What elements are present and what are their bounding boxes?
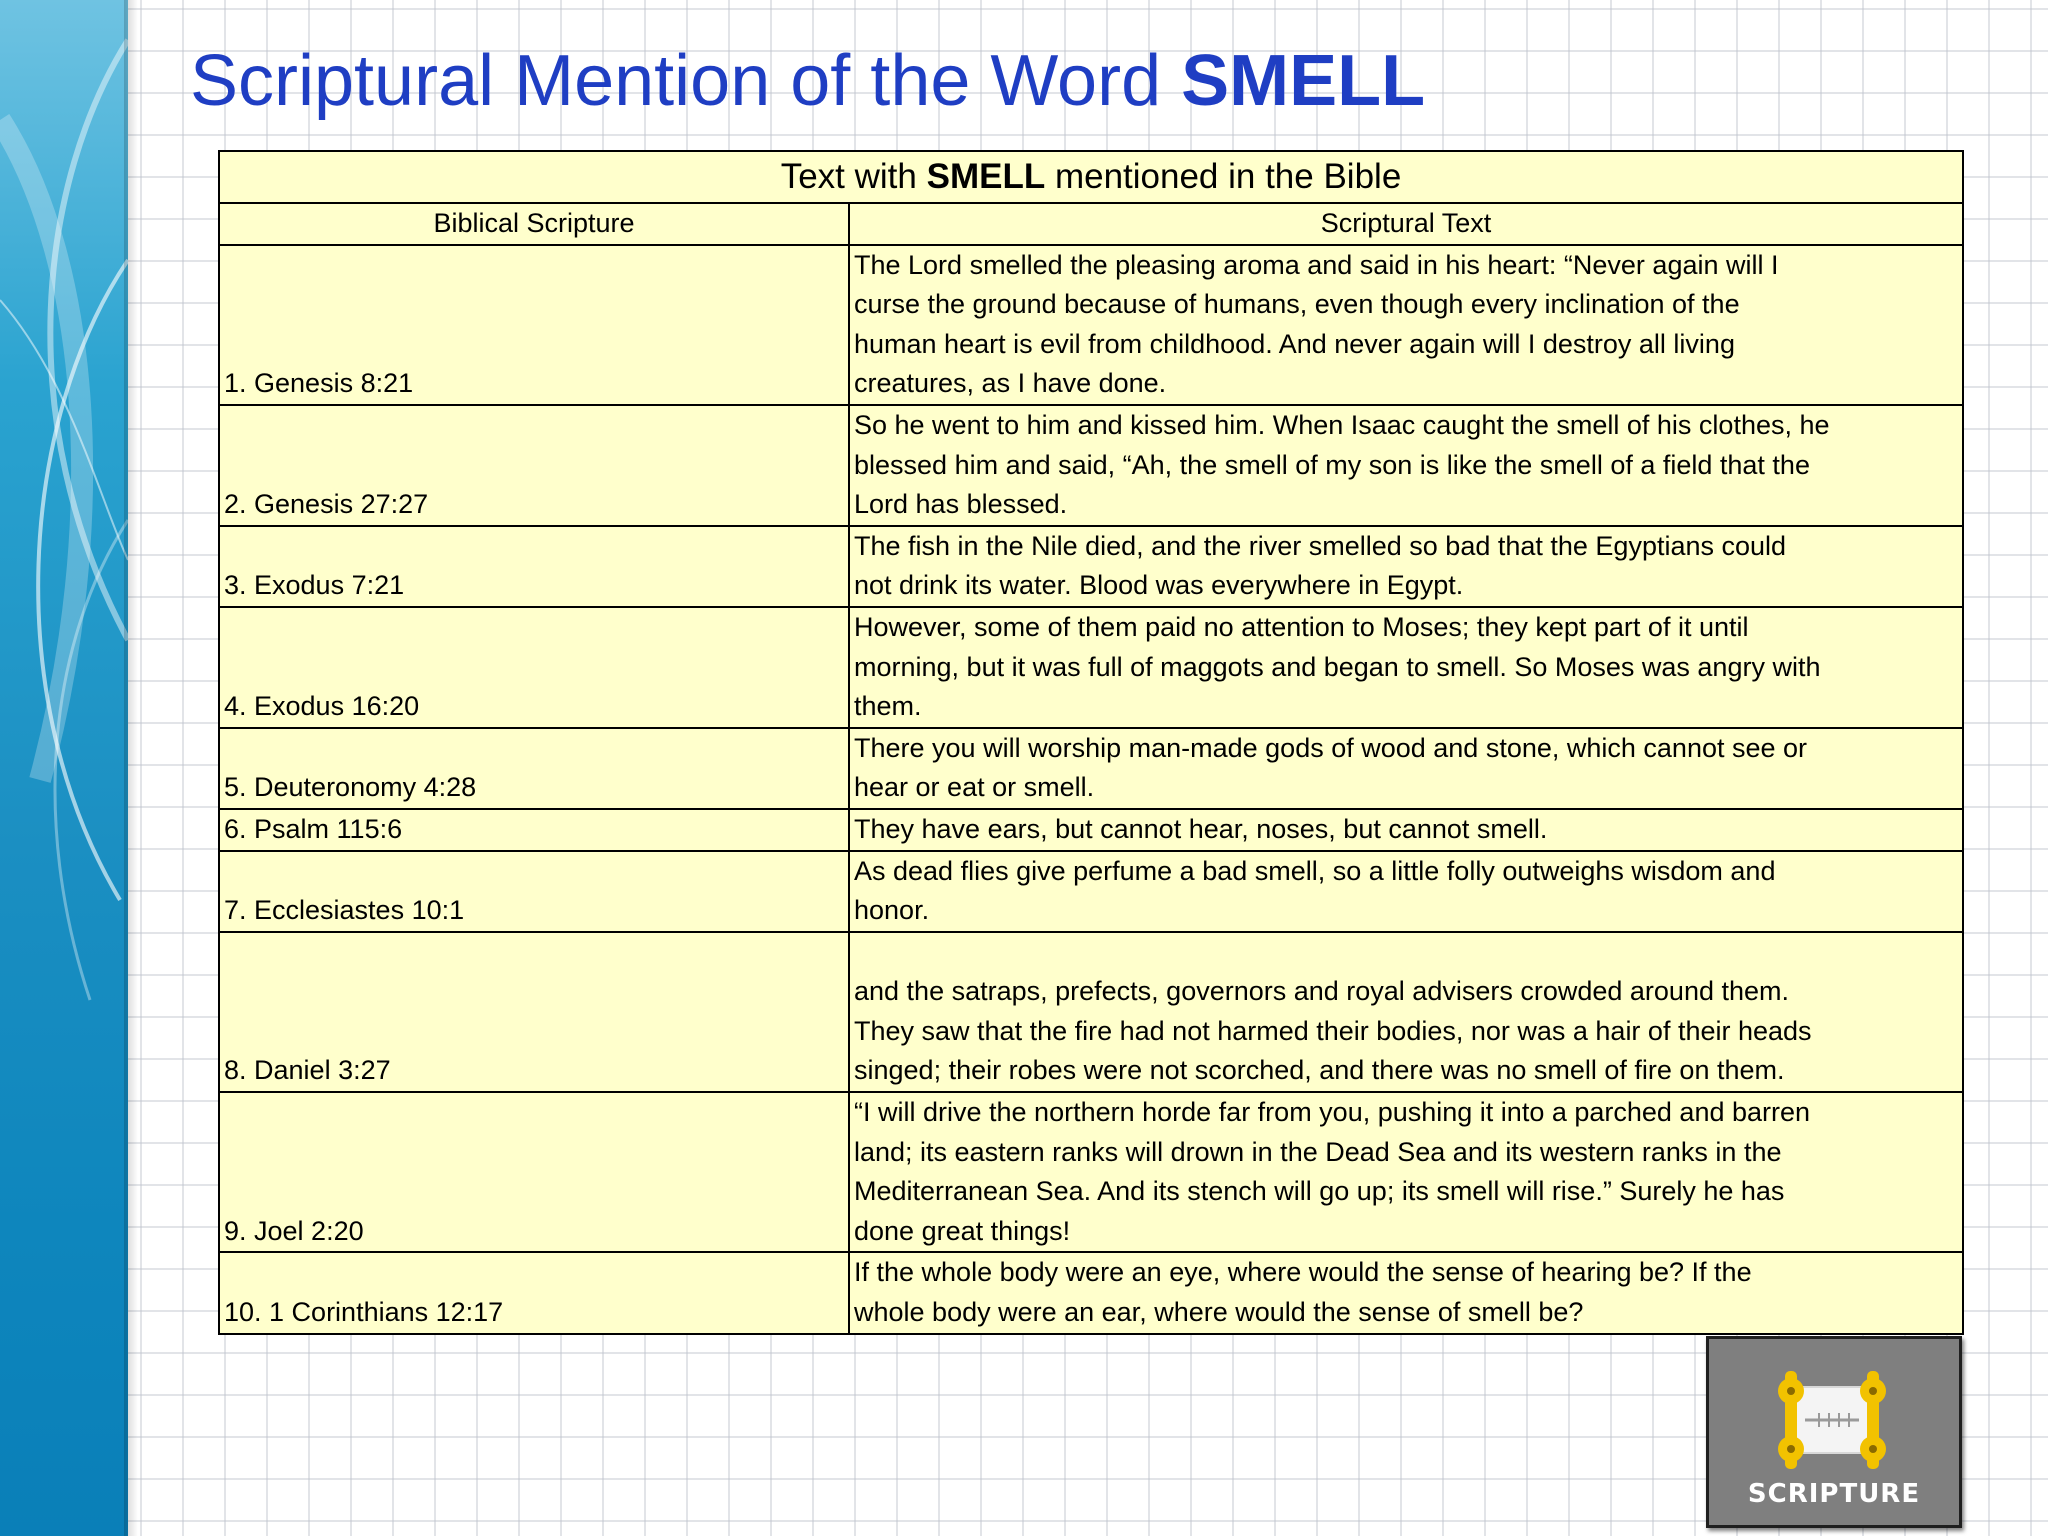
scripture-reference: 5. Deuteronomy 4:28 <box>219 728 849 809</box>
scripture-text-line: “I will drive the northern horde far from you, pushing it into a parched and barren <box>854 1097 1811 1128</box>
badge-label: SCRIPTURE <box>1747 1479 1921 1509</box>
scripture-text <box>849 728 1963 809</box>
decorative-side-band <box>0 0 128 1536</box>
scripture-text-line: The fish in the Nile died, and the river smelled so bad that the Egyptians could <box>854 530 1787 561</box>
scripture-text-line: As dead flies give perfume a bad smell, so a little folly outweighs wisdom and <box>854 855 1776 886</box>
scripture-text-line: So he went to him and kissed him. When Isaac caught the smell of his clothes, he <box>854 409 1830 440</box>
table-row <box>219 851 1963 932</box>
table-caption <box>219 151 1963 203</box>
table-row <box>219 1252 1963 1333</box>
table-row <box>219 1092 1963 1252</box>
scripture-text <box>849 405 1963 526</box>
scripture-text-line: morning, but it was full of maggots and began to smell. So Moses was angry with <box>854 651 1821 682</box>
scripture-text <box>849 809 1963 851</box>
scripture-text <box>849 526 1963 607</box>
swoosh-decoration <box>0 0 128 1536</box>
scripture-text-line: They saw that the fire had not harmed their bodies, nor was a hair of their heads <box>854 1015 1812 1046</box>
slide-title <box>190 36 1425 126</box>
title-text: Scriptural Mention of the Word <box>190 41 1182 121</box>
caption-before: Text with <box>780 157 927 196</box>
scripture-text-line: If the whole body were an eye, where would the sense of hearing be? If the <box>854 1257 1752 1288</box>
scripture-text-line: There you will worship man-made gods of wood and stone, which cannot see or <box>854 732 1808 763</box>
scripture-reference: 1. Genesis 8:21 <box>219 245 849 405</box>
table-row <box>219 526 1963 607</box>
scripture-text-line: singed; their robes were not scorched, and there was no smell of fire on them. <box>854 1055 1785 1086</box>
scripture-text-line: creatures, as I have done. <box>854 368 1167 399</box>
scripture-text-line: curse the ground because of humans, even though every inclination of the <box>854 289 1740 320</box>
scripture-text <box>849 245 1963 405</box>
table-row <box>219 245 1963 405</box>
caption-bold: SMELL <box>926 157 1046 196</box>
scripture-text-line: The Lord smelled the pleasing aroma and said in his heart: “Never again will I <box>854 249 1779 280</box>
column-header-scripture: Biblical Scripture <box>219 203 849 245</box>
scripture-reference: 7. Ecclesiastes 10:1 <box>219 851 849 932</box>
side-band-shadow <box>124 0 138 1536</box>
scripture-text <box>849 851 1963 932</box>
scripture-text-line: blessed him and said, “Ah, the smell of my son is like the smell of a field that the <box>854 449 1810 480</box>
scripture-reference: 9. Joel 2:20 <box>219 1092 849 1252</box>
scripture-text-line: whole body were an ear, where would the sense of smell be? <box>854 1297 1584 1328</box>
scripture-reference: 6. Psalm 115:6 <box>219 809 849 851</box>
scripture-text-line: done great things! <box>854 1215 1071 1246</box>
scripture-text-line: human heart is evil from childhood. And never again will I destroy all living <box>854 328 1735 359</box>
title-bold-word: SMELL <box>1181 41 1426 121</box>
scripture-reference: 4. Exodus 16:20 <box>219 607 849 728</box>
column-header-text: Scriptural Text <box>849 203 1963 245</box>
scripture-text <box>849 607 1963 728</box>
table-row <box>219 728 1963 809</box>
table-row <box>219 932 1963 1092</box>
table-row <box>219 607 1963 728</box>
table-row <box>219 809 1963 851</box>
table-row <box>219 405 1963 526</box>
scripture-text-line: hear or eat or smell. <box>854 772 1095 803</box>
scripture-badge <box>1706 1336 1962 1528</box>
scripture-text <box>849 1092 1963 1252</box>
scripture-reference: 2. Genesis 27:27 <box>219 405 849 526</box>
scripture-text-line: not drink its water. Blood was everywhere in Egypt. <box>854 570 1464 601</box>
scripture-text-line: and the satraps, prefects, governors and royal advisers crowded around them. <box>854 976 1790 1007</box>
scripture-text-line: Mediterranean Sea. And its stench will go up; its smell will rise.” Surely he has <box>854 1176 1785 1207</box>
scripture-text-line: However, some of them paid no attention to Moses; they kept part of it until <box>854 611 1749 642</box>
scripture-text <box>849 932 1963 1092</box>
scripture-reference: 8. Daniel 3:27 <box>219 932 849 1092</box>
scripture-table <box>218 150 1964 1335</box>
scripture-text-line: honor. <box>854 895 930 926</box>
scripture-reference: 10. 1 Corinthians 12:17 <box>219 1252 849 1333</box>
scripture-text-line: them. <box>854 691 922 722</box>
scripture-text-line: Lord has blessed. <box>854 489 1068 520</box>
scripture-text-line: land; its eastern ranks will drown in the Dead Sea and its western ranks in the <box>854 1136 1782 1167</box>
scripture-reference: 3. Exodus 7:21 <box>219 526 849 607</box>
scripture-text-line: They have ears, but cannot hear, noses, but cannot smell. <box>854 813 1548 844</box>
scroll-icon <box>1771 1367 1893 1473</box>
scripture-text <box>849 1252 1963 1333</box>
caption-after: mentioned in the Bible <box>1045 157 1402 196</box>
scripture-text-line <box>854 933 1958 973</box>
